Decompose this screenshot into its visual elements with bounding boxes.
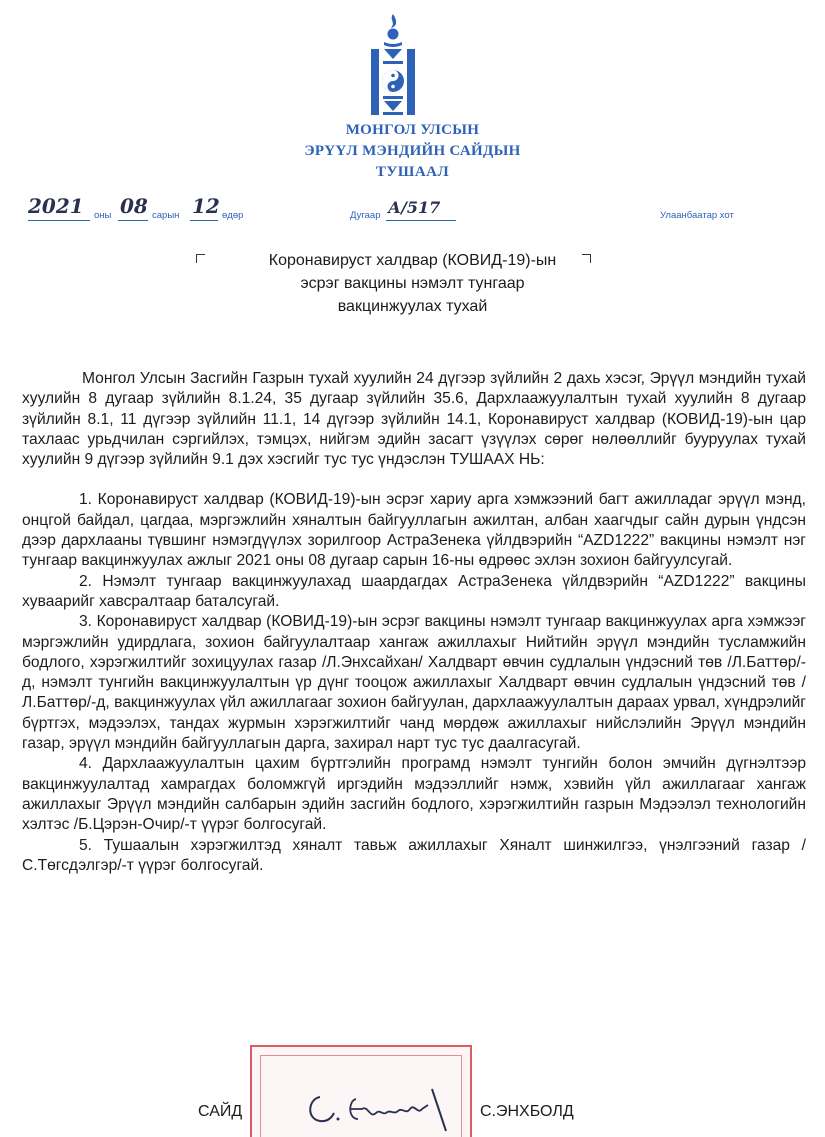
- date-row: [0, 194, 825, 228]
- month-label: сарын: [152, 210, 180, 221]
- document-type-heading: ТУШААЛ: [375, 164, 450, 180]
- order-item-2: 2. Нэмэлт тунгаар вакцинжуулахад шаардагдах АстраЗенека үйлдвэрийн “AZD1222” вакцины хуваарийг хавсралтаар баталсугай.: [22, 572, 806, 610]
- handwritten-number: А/517: [388, 198, 441, 217]
- order-item-3: 3. Коронавируст халдвар (КОВИД-19)-ын эсрэг вакцины нэмэлт тунгаар вакцинжуулах арга хэмжээг мэргэжлийн удирдлага, зохион байгуулалтаар хангаж ажиллахыг Нийтийн эрүүл мэндийн тусламжийн бодлого, хэрэгжилтийг зохицуулах газар /Л.Энхсайхан/ Халдварт өвчин судлалын үндэсний төв /Л.Баттөр/-д, нэмэлт тунгийн вакцинжуулалтын үр дүнг тооцож ажиллахыг Халдварт өвчин судлалын үндэсний төв /Л.Баттөр/-д, вакцинжуулах үйл ажиллагааг зохион байгуулан, дархлаажуулалтын дараах урвал, хүндрэлийг бүртгэх, мэдээлэх, тандах журмын хэрэгжилтийг чанд мөрдөж ажиллахыг нийслэлийн Эрүүл мэндийн газар, эрүүл мэндийн байгууллагын дарга, захирал нарт тус тус даалгасугай.: [22, 613, 806, 753]
- order-item-4: 4. Дархлаажуулалтын цахим бүртгэлийн програмд нэмэлт тунгийн болон эмчийн дүгнэлтээр вакцинжуулалтад хамрагдах боломжгүй иргэдийн мэдээллийг нэмж, хэвийн үйл ажиллагааг хангаж ажиллахыг Эрүүл мэндийн салбарын эдийн засгийн бодлого, хэрэгжилтийн газрын Мэдээлэл технологийн хэлтэс /Б.Цэрэн-Очир/-т үүрэг болгосугай.: [22, 755, 806, 834]
- document-title-line3: вакцинжуулах тухай: [337, 298, 488, 315]
- year-label: оны: [94, 210, 112, 221]
- preamble-paragraph: Монгол Улсын Засгийн Газрын тухай хуулийн 24 дүгээр зүйлийн 2 дахь хэсэг, Эрүүл мэндийн тухай хуулийн 8 дугаар зүйлийн 8.1.24, 35 дугаар зүйлийн 35.6, Дархлаажуулалтын тухай хуулийн 8 дугаар зүйлийн 8.1, 11 дүгээр зүйлийн 11.1, 14 дүгээр зүйлийн 14.1, Коронавируст халдвар (КОВИД-19)-ын цар тахлаас урьдчилан сэргийлэх, тэмцэх, нийгэм эдийн засагт үзүүлэх сөрөг нөлөөллийг бууруулах тухай хуулийн 9 дүгээр зүйлийн 9.1 дэх хэсгийг тус тус үндэслэн ТУШААХ НЬ:: [22, 370, 806, 469]
- handwritten-signature: [298, 1075, 468, 1135]
- handwritten-month: 08: [120, 194, 148, 218]
- document-title-line2: эсрэг вакцины нэмэлт тунгаар: [300, 275, 525, 292]
- handwritten-day: 12: [192, 194, 220, 218]
- ministry-header-line1: МОНГОЛ УЛСЫН: [345, 122, 480, 138]
- city-label: Улаанбаатар хот: [660, 210, 734, 221]
- day-label: өдөр: [222, 210, 244, 221]
- soyombo-emblem-icon: [362, 12, 424, 116]
- order-item-1: 1. Коронавируст халдвар (КОВИД-19)-ын эсрэг хариу арга хэмжээний багт ажилладаг эрүүл мэнд, онцгой байдал, цагдаа, мэргэжлийн хяналтын байгууллагын ажилтан, албан хаагчдыг сайн дурын үндсэн дээр дархлааны түвшинг нэмэгдүүлэх зорилгоор АстраЗенека үйлдвэрийн “AZD1222” вакцины нэмэлт нэг тунгаар вакцинжуулах ажлыг 2021 оны 08 дугаар сарын 16-ны өдрөөс эхлэн зохион байгуулсугай.: [22, 491, 806, 570]
- signatory-title: САЙД: [198, 1103, 243, 1120]
- signatory-name: С.ЭНХБОЛД: [480, 1103, 574, 1120]
- document-title-line1: Коронавируст халдвар (КОВИД-19)-ын: [268, 252, 557, 269]
- number-label: Дугаар: [350, 210, 381, 221]
- ministry-header-line2: ЭРҮҮЛ МЭНДИЙН САЙДЫН: [304, 143, 521, 159]
- document-body: [22, 369, 806, 876]
- order-item-5: 5. Тушаалын хэрэгжилтэд хяналт тавьж ажиллахыг Хяналт шинжилгээ, үнэлгээний газар /С.Төгсдэлгэр/-т үүрэг болгосугай.: [22, 836, 806, 874]
- handwritten-year: 2021: [28, 194, 84, 218]
